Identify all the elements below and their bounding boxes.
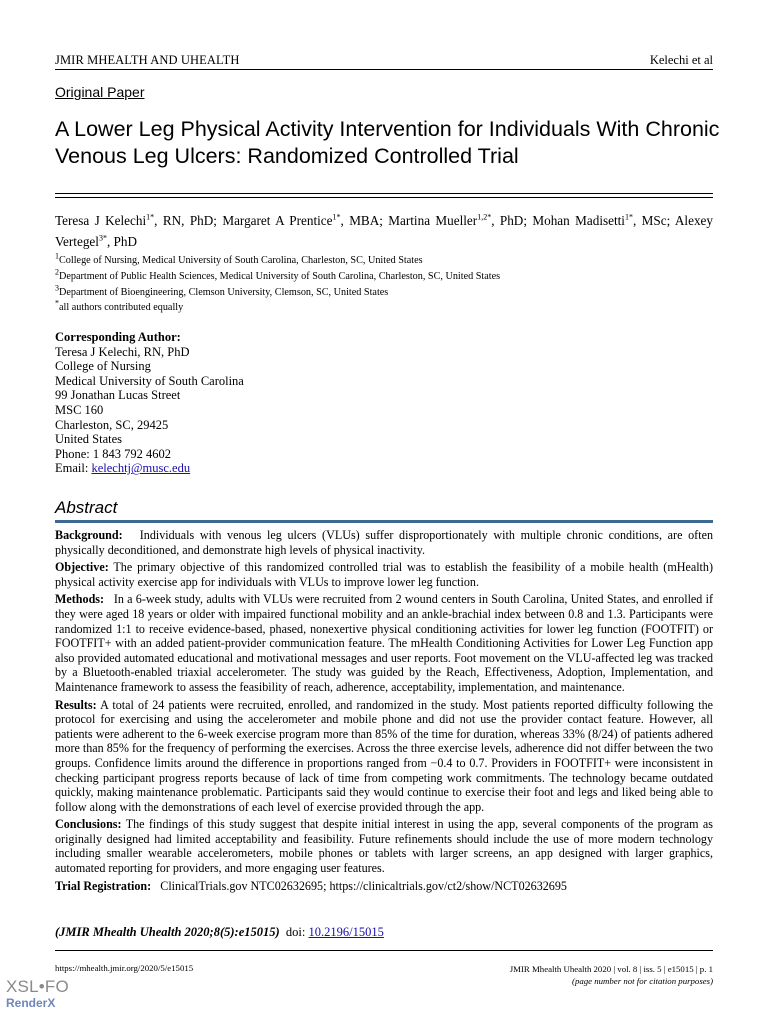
corresponding-label: Corresponding Author: <box>55 330 181 344</box>
header-rule <box>55 69 713 70</box>
author-5: Alexey Vertegel$^{3*}$, PhD <box>55 213 713 249</box>
corr-line: 99 Jonathan Lucas Street <box>55 388 181 403</box>
footer-note: (page number not for citation purposes) <box>572 976 713 986</box>
footer-info <box>510 963 713 987</box>
corresponding-author <box>55 330 244 476</box>
author-1: Teresa J Kelechi$^{1*}$, RN, PhD; <box>55 212 223 228</box>
corr-line: Phone: 1 843 792 4602 <box>55 446 171 461</box>
corr-line: Medical University of South Carolina <box>55 373 244 388</box>
corr-line: College of Nursing <box>55 359 151 374</box>
title-rule-bottom <box>55 197 713 198</box>
footer-rule <box>55 950 713 951</box>
author-3: Martina Mueller$^{1,2*}$, PhD; <box>388 212 533 228</box>
abstract-heading: Abstract <box>55 498 118 517</box>
corr-line: Charleston, SC, 29425 <box>55 417 169 432</box>
abstract-conclusions: Conclusions: The findings of this study suggest that despite initial interest in using the app, several components of the program as originally designed had limited acceptability and feasibility. Future refinements should include the use of more modern technology including smaller wearable accelerometers, mobile phones or tablets with larger screens, an app designed with larger graphics, automated reporting for providers, and more engaging user features. <box>55 817 713 876</box>
author-4: Mohan Madisetti$^{1*}$, MSc; <box>532 212 675 228</box>
affiliation-2: $^2$Department of Public Health Sciences, Medical University of South Carolina, Charleston, SC, United States <box>55 267 501 282</box>
corr-line: United States <box>55 432 123 447</box>
running-header <box>55 53 713 68</box>
affiliation-3: $^3$Department of Bioengineering, Clemson University, Clemson, SC, United States <box>55 283 389 298</box>
email-link[interactable]: kelechtj@musc.edu <box>91 461 191 476</box>
footer-url[interactable]: https://mhealth.jmir.org/2020/5/e15015 <box>55 963 194 973</box>
citation-line: (JMIR Mhealth Uhealth 2020;8(5):e15015) doi: 10.2196/15015 <box>55 925 384 939</box>
logo-line2: RenderX <box>6 996 56 1010</box>
logo-line1: XSL•FO <box>6 977 69 996</box>
abstract-results: Results: A total of 24 patients were recruited, enrolled, and randomized in the study. Most patients reported difficulty following the protocol for exercising and using the accelerometer and mobile phone and did not use the provider contact feature. However, all patients were adherent to the 6-week exercise program more than 85% of the time for duration, whereas 33% (8/24) of patients adhered more than 85% for the frequency of performing the exercises. Across the three exercise levels, adherence did not differ between the two groups. Confidence limits around the difference in proportions ranged from −0.4 to 0.7. Providers in FOOTFIT+ were inconsistent in checking participant progress reports because of lack of time from competing work commitments. The technology became outdated quickly, making maintenance problematic. Participants said they would continue to exercise their foot and legs and liked being able to follow along with the demonstrations of each level of exercise provided through the app. <box>55 697 713 814</box>
abstract-methods: Methods: In a 6-week study, adults with VLUs were recruited from 2 wound centers in South Carolina, United States, and enrolled if they were aged 18 years or older with impaired functional mobility and an ankle-brachial index between 0.8 and 1.3. Participants were randomized 1:1 to receive evidence-based, phased, nonexertive physical conditioning activities for lower leg function (FOOTFIT) or FOOTFIT+ with an added patient-provider communication feature. The mHealth Conditioning Activities for Lower Leg Function app also provided automated educational and motivational messages and user reports. Foot movement on the VLU-affected leg was tracked by a Bluetooth-enabled triaxial accelerometer. The study was guided by the Reach, Effectiveness, Adoption, Implementation, and Maintenance framework to assess the feasibility of reach, adherence, acceptability, implementation, and maintenance. <box>55 592 713 694</box>
renderx-logo <box>6 978 69 1012</box>
article-title: A Lower Leg Physical Activity Intervention for Individuals With Chronic Venous Leg Ulcers: Randomized Controlled Trial <box>55 117 720 168</box>
running-authors: Kelechi et al <box>649 53 713 67</box>
citation-ref: (JMIR Mhealth Uhealth 2020;8(5):e15015) <box>55 925 280 939</box>
author-2: Margaret A Prentice$^{1*}$, MBA; <box>222 212 389 228</box>
doi-link[interactable]: 10.2196/15015 <box>308 925 384 939</box>
abstract-body <box>55 528 713 896</box>
corr-line: MSC 160 <box>55 402 104 417</box>
affiliation-1: $^1$College of Nursing, Medical University of South Carolina, Charleston, SC, United States <box>55 251 423 266</box>
corr-line: Teresa J Kelechi, RN, PhD <box>55 344 190 359</box>
abstract-rule <box>55 520 713 523</box>
corr-email-line: Email: kelechtj@musc.edu <box>55 461 191 476</box>
abstract-trial-registration: Trial Registration: ClinicalTrials.gov NTC02632695; https://clinicaltrials.gov/ct2/show/NCT02632695 <box>55 878 567 893</box>
abstract-background: Background: Individuals with venous leg ulcers (VLUs) suffer disproportionately with multiple chronic conditions, are often physically deconditioned, and demonstrate high levels of physical inactivity. <box>55 528 713 557</box>
article-type: Original Paper <box>55 84 145 100</box>
footer-volume: JMIR Mhealth Uhealth 2020 | vol. 8 | iss. 5 | e15015 | p. 1 <box>509 964 713 974</box>
journal-name: JMIR MHEALTH AND UHEALTH <box>55 53 240 67</box>
affiliation-equal-note: *all authors contributed equally <box>55 298 184 313</box>
title-rule-top <box>55 193 713 194</box>
author-list <box>55 210 713 252</box>
abstract-objective: Objective: The primary objective of this randomized controlled trial was to establish the feasibility of a mobile health (mHealth) physical activity exercise app for individuals with VLUs to improve lower leg function. <box>55 560 713 589</box>
